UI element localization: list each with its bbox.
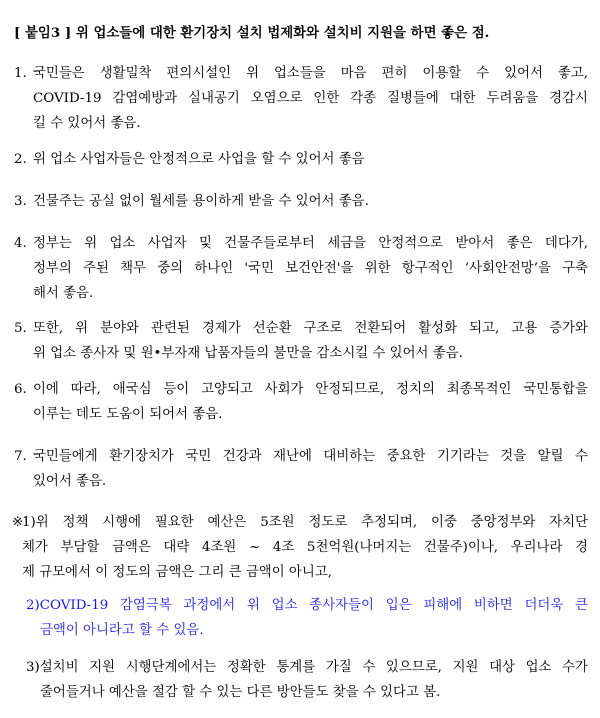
note-sub-text [26, 655, 588, 705]
text-line: 국민들에게 환기장치가 국민 건강과 재난에 대비하는 중요한 기기라는 것을 알릴 수 [33, 449, 588, 464]
text-line: 킬 수 있어서 좋음. [33, 116, 141, 131]
text-line: 있어서 좋음. [33, 474, 107, 489]
item-number: 1. [14, 66, 27, 81]
item-text [33, 377, 588, 427]
item-text [33, 316, 588, 366]
text-line: 2)COVID-19 감염극복 과정에서 위 업소 종사자들이 입은 피해에 비하면 더더욱 큰 [26, 598, 588, 613]
text-line: 정부의 주된 책무 중의 하나인 '국민 보건안전'을 위한 항구적인 ‘사회안전망’을 구축 [33, 261, 588, 276]
document-title: [ 붙임3 ] 위 업소들에 대한 환기장치 설치 법제화와 설치비 지원을 하면 좋은 점. [14, 25, 490, 41]
item-number: 2. [14, 152, 27, 167]
text-line: 체가 부담할 금액은 대략 4조원 ~ 4조 5천억원(나머지는 건물주)이나, 우리나라 경 [22, 540, 588, 555]
item-text [33, 189, 588, 214]
text-line: 또한, 위 분야와 관련된 경제가 선순환 구조로 전환되어 활성화 되고, 고용 증가와 [33, 321, 588, 336]
item-text [33, 231, 588, 306]
text-line: 국민들은 생활밀착 편의시설인 위 업소들을 마음 편히 이용할 수 있어서 좋고, [33, 66, 588, 81]
note-mark: ※ [12, 515, 24, 530]
text-line: 건물주는 공실 없이 월세를 용이하게 받을 수 있어서 좋음. [33, 194, 369, 209]
item-number: 7. [14, 449, 27, 464]
text-line: 제 규모에서 이 정도의 금액은 그리 큰 금액이 아니고, [22, 565, 332, 580]
note-sub-text [26, 593, 588, 643]
text-line: 정부는 위 업소 사업자 및 건물주들로부터 세금을 안정적으로 받아서 좋은 데다가, [33, 236, 588, 251]
text-line: 이에 따라, 애국심 등이 고양되고 사회가 안정되므로, 정치의 최종목적인 국민통합을 [33, 382, 588, 397]
text-line: 위 업소 종사자 및 원•부자재 납품자들의 불만을 감소시킬 수 있어서 좋음. [33, 346, 463, 361]
text-line: 해서 좋음. [33, 286, 94, 301]
text-line: 1)위 정책 시행에 필요한 예산은 5조원 정도로 추정되며, 이중 중앙정부와 자치단 [22, 515, 588, 530]
item-number: 4. [14, 236, 27, 251]
note-text [22, 510, 588, 585]
text-line: 줄어들거나 예산을 절감 할 수 있는 다른 방안들도 찾을 수 있다고 봄. [40, 685, 441, 700]
item-text [33, 444, 588, 494]
text-line: 위 업소 사업자들은 안정적으로 사업을 할 수 있어서 좋음 [33, 152, 365, 167]
item-number: 3. [14, 194, 27, 209]
item-number: 5. [14, 321, 27, 336]
text-line: 3)설치비 지원 시행단계에서는 정확한 통계를 가질 수 있으므로, 지원 대상 업소 수가 [26, 660, 588, 675]
text-line: 이루는 데도 도움이 되어서 좋음. [33, 407, 223, 422]
text-line: COVID-19 감염예방과 실내공기 오염으로 인한 각종 질병들에 대한 두려움을 경감시 [33, 91, 588, 106]
item-text [33, 147, 588, 172]
text-line: 금액이 아니라고 할 수 있음. [40, 623, 204, 638]
item-text [33, 61, 588, 136]
item-number: 6. [14, 382, 27, 397]
